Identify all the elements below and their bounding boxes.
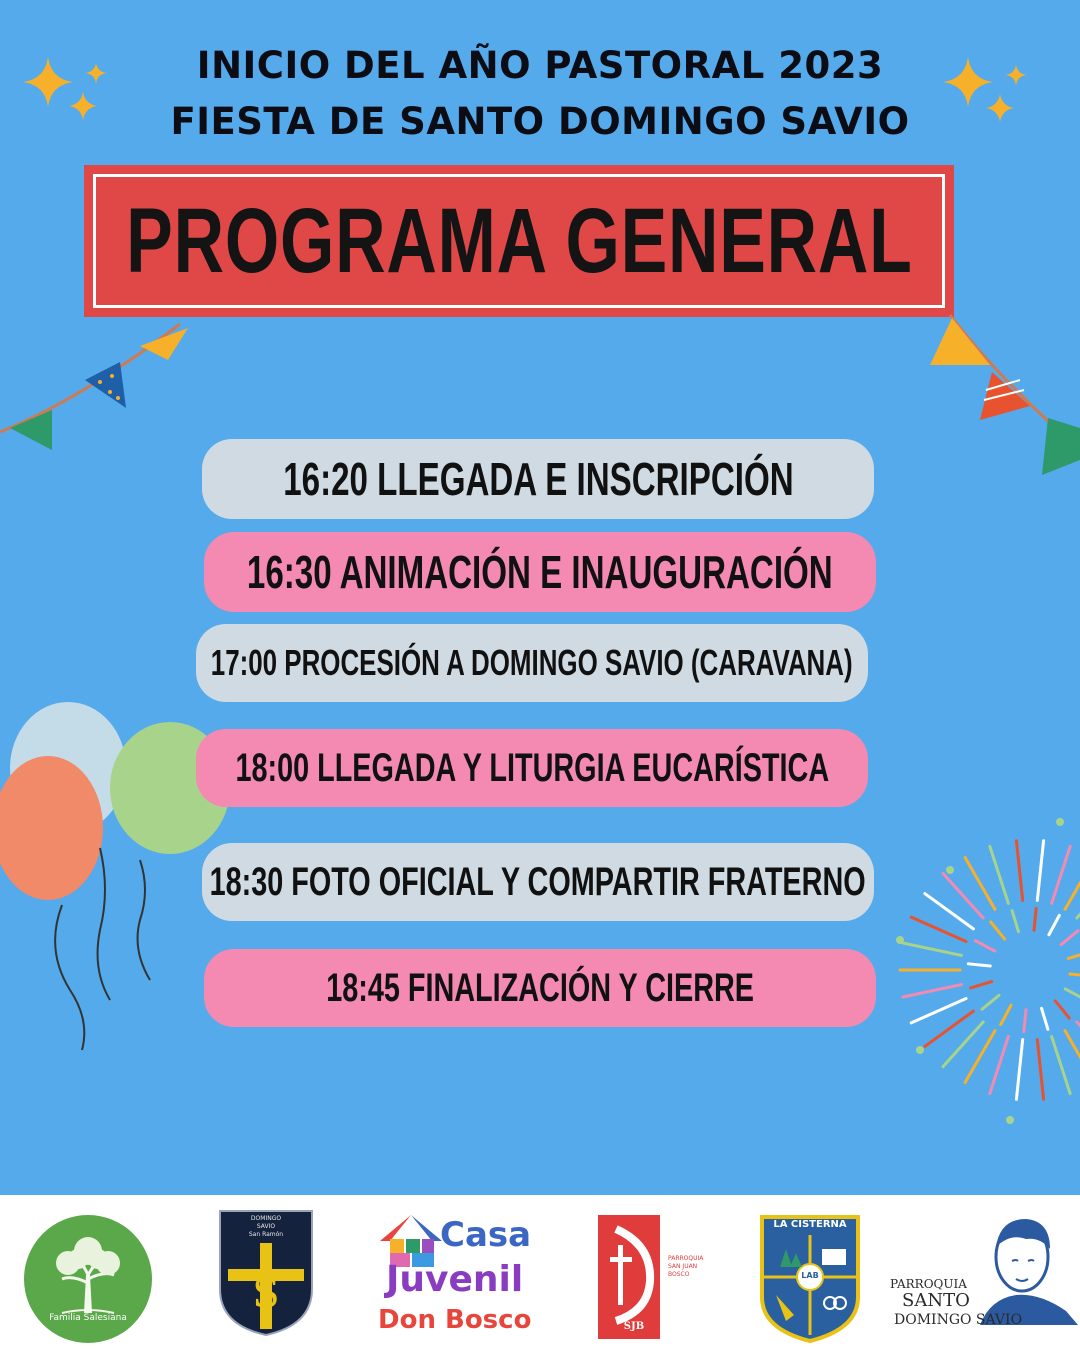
casa-line1: Casa (440, 1215, 532, 1255)
schedule-item-6 (204, 949, 876, 1027)
sjb-text1: PARROQUIA (668, 1255, 704, 1262)
footer-logos-bar (0, 1195, 1080, 1350)
schedule-item-text: 18:00 LLEGADA Y LITURGIA EUCARÍSTICA (235, 745, 829, 790)
sjb-text2: SAN JUAN (668, 1263, 698, 1270)
header-line-1: INICIO DEL AÑO PASTORAL 2023 (196, 44, 884, 87)
schedule-item-3 (196, 624, 868, 702)
schedule-item-1 (202, 439, 874, 519)
bunting-left-decoration (0, 310, 200, 460)
casa-juvenil-don-bosco-logo (376, 1209, 536, 1345)
sjb-text3: BOSCO (668, 1271, 690, 1278)
parroquia-line2: SANTO (902, 1290, 970, 1311)
familia-salesiana-logo (22, 1213, 154, 1345)
casa-line2: Juvenil (386, 1259, 524, 1300)
sjb-mark: SJB (623, 1321, 645, 1332)
page-title: PROGRAMA GENERAL (125, 189, 913, 292)
domingo-savio-crest-logo (218, 1209, 314, 1337)
domingo-savio-line1: DOMINGO (250, 1215, 282, 1222)
parroquia-line3: DOMINGO SAVIO (894, 1312, 1023, 1328)
domingo-savio-line3: San Ramón (248, 1231, 284, 1238)
title-banner (84, 165, 954, 317)
schedule-item-text: 16:20 LLEGADA E INSCRIPCIÓN (282, 453, 794, 505)
parroquia-line1: PARROQUIA (890, 1277, 967, 1291)
saint-portrait-icon (970, 1207, 1080, 1327)
schedule-item-text: 18:30 FOTO OFICIAL Y COMPARTIR FRATERNO (209, 859, 867, 904)
casa-line3: Don Bosco (378, 1305, 532, 1335)
domingo-savio-line2: SAVIO (256, 1223, 276, 1230)
familia-salesiana-label: Familia Salesiana (49, 1313, 127, 1323)
cisterna-mark: LAB (801, 1271, 819, 1280)
domingo-savio-monogram: S (252, 1271, 280, 1317)
schedule-item-text: 18:45 FINALIZACIÓN Y CIERRE (326, 965, 754, 1010)
parroquia-santo-domingo-savio-logo (884, 1203, 1080, 1347)
cisterna-title: LA CISTERNA (773, 1219, 847, 1230)
schedule-item-text: 17:00 PROCESIÓN A DOMINGO SAVIO (CARAVANA) (211, 642, 853, 683)
header-line-2: FIESTA DE SANTO DOMINGO SAVIO (170, 100, 910, 143)
la-cisterna-crest-logo (760, 1215, 860, 1343)
schedule-item-2 (204, 532, 876, 612)
schedule-item-text: 16:30 ANIMACIÓN E INAUGURACIÓN (247, 546, 833, 598)
parroquia-san-juan-bosco-logo (596, 1215, 726, 1339)
tree-icon (22, 1213, 154, 1345)
fireworks-decoration (840, 800, 1080, 1160)
schedule-item-4 (196, 729, 868, 807)
schedule-item-5 (202, 843, 874, 921)
bunting-right-decoration (920, 310, 1080, 480)
